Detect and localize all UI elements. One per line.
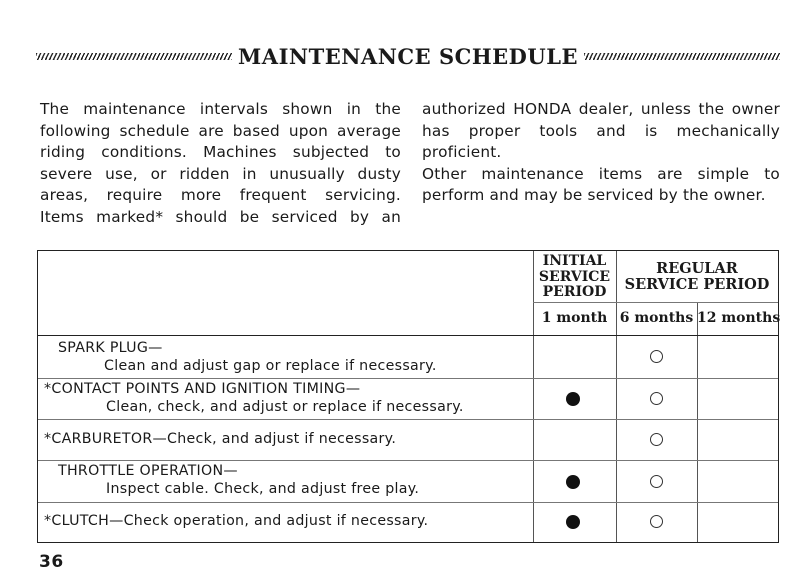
item-title: *CONTACT POINTS AND IGNITION TIMING—	[44, 381, 361, 397]
header-12-months: 12 months	[697, 310, 781, 326]
col-divider	[616, 251, 617, 542]
table-row-carburetor	[44, 431, 396, 449]
item-title: SPARK PLUG—	[58, 340, 163, 356]
initial-service-marker-dot	[566, 475, 580, 489]
intro-paragraph: Other maintenance items are simple to perform and may be serviced by the owner.	[422, 164, 780, 205]
row-divider	[38, 419, 778, 420]
intro-right-column	[422, 99, 780, 207]
header-6-months: 6 months	[619, 310, 694, 326]
intro-paragraph: The maintenance intervals shown in the following schedule are based upon average riding conditions. Machines subjected to severe use, or ridden in unusually dusty areas, require more frequent servicing.	[40, 100, 401, 205]
six-month-marker-ring	[650, 392, 663, 405]
maintenance-table	[37, 250, 779, 543]
row-divider	[38, 460, 778, 461]
header-text: INITIAL	[542, 253, 607, 269]
header-text: SERVICE	[538, 268, 611, 285]
item-detail: Clean, check, and adjust or replace if necessary.	[106, 398, 464, 415]
initial-service-marker-dot	[566, 392, 580, 406]
six-month-marker-ring	[650, 475, 663, 488]
table-row-spark-plug	[58, 340, 437, 375]
initial-service-marker-dot	[566, 515, 580, 529]
row-divider	[38, 502, 778, 503]
row-divider	[533, 302, 778, 303]
table-row-clutch	[44, 513, 428, 531]
header-initial-service-period	[533, 254, 616, 301]
six-month-marker-ring	[650, 350, 663, 363]
header-text: SERVICE PERIOD	[624, 276, 770, 293]
page-number: 36	[39, 552, 64, 572]
page-heading	[36, 44, 780, 68]
six-month-marker-ring	[650, 433, 663, 446]
heading-rule-left	[36, 53, 232, 60]
header-regular-service-period	[616, 261, 778, 293]
row-divider	[38, 378, 778, 379]
intro-paragraph: authorized HONDA dealer, unless the owner has proper tools and is mechanically proficient.	[422, 100, 780, 162]
header-1-month: 1 month	[541, 310, 608, 326]
six-month-marker-ring	[650, 515, 663, 528]
intro-paragraph: Items marked* should be serviced by an	[40, 207, 401, 226]
page-title: MAINTENANCE SCHEDULE	[238, 43, 578, 69]
col-divider	[697, 302, 698, 542]
heading-rule-right	[584, 53, 780, 60]
item-detail: Clean and adjust gap or replace if necessary.	[104, 357, 437, 374]
item-title: *CARBURETOR—Check, and adjust if necessary.	[44, 431, 397, 447]
item-detail: Inspect cable. Check, and adjust free play.	[106, 480, 420, 497]
table-row-throttle	[58, 463, 419, 498]
header-divider	[38, 335, 778, 336]
item-title: *CLUTCH—Check operation, and adjust if necessary.	[44, 513, 429, 529]
intro-left-column	[40, 99, 401, 229]
item-title: THROTTLE OPERATION—	[58, 463, 238, 479]
header-text: REGULAR	[656, 260, 738, 277]
table-row-contact-points	[44, 381, 464, 416]
header-text: PERIOD	[542, 284, 607, 300]
